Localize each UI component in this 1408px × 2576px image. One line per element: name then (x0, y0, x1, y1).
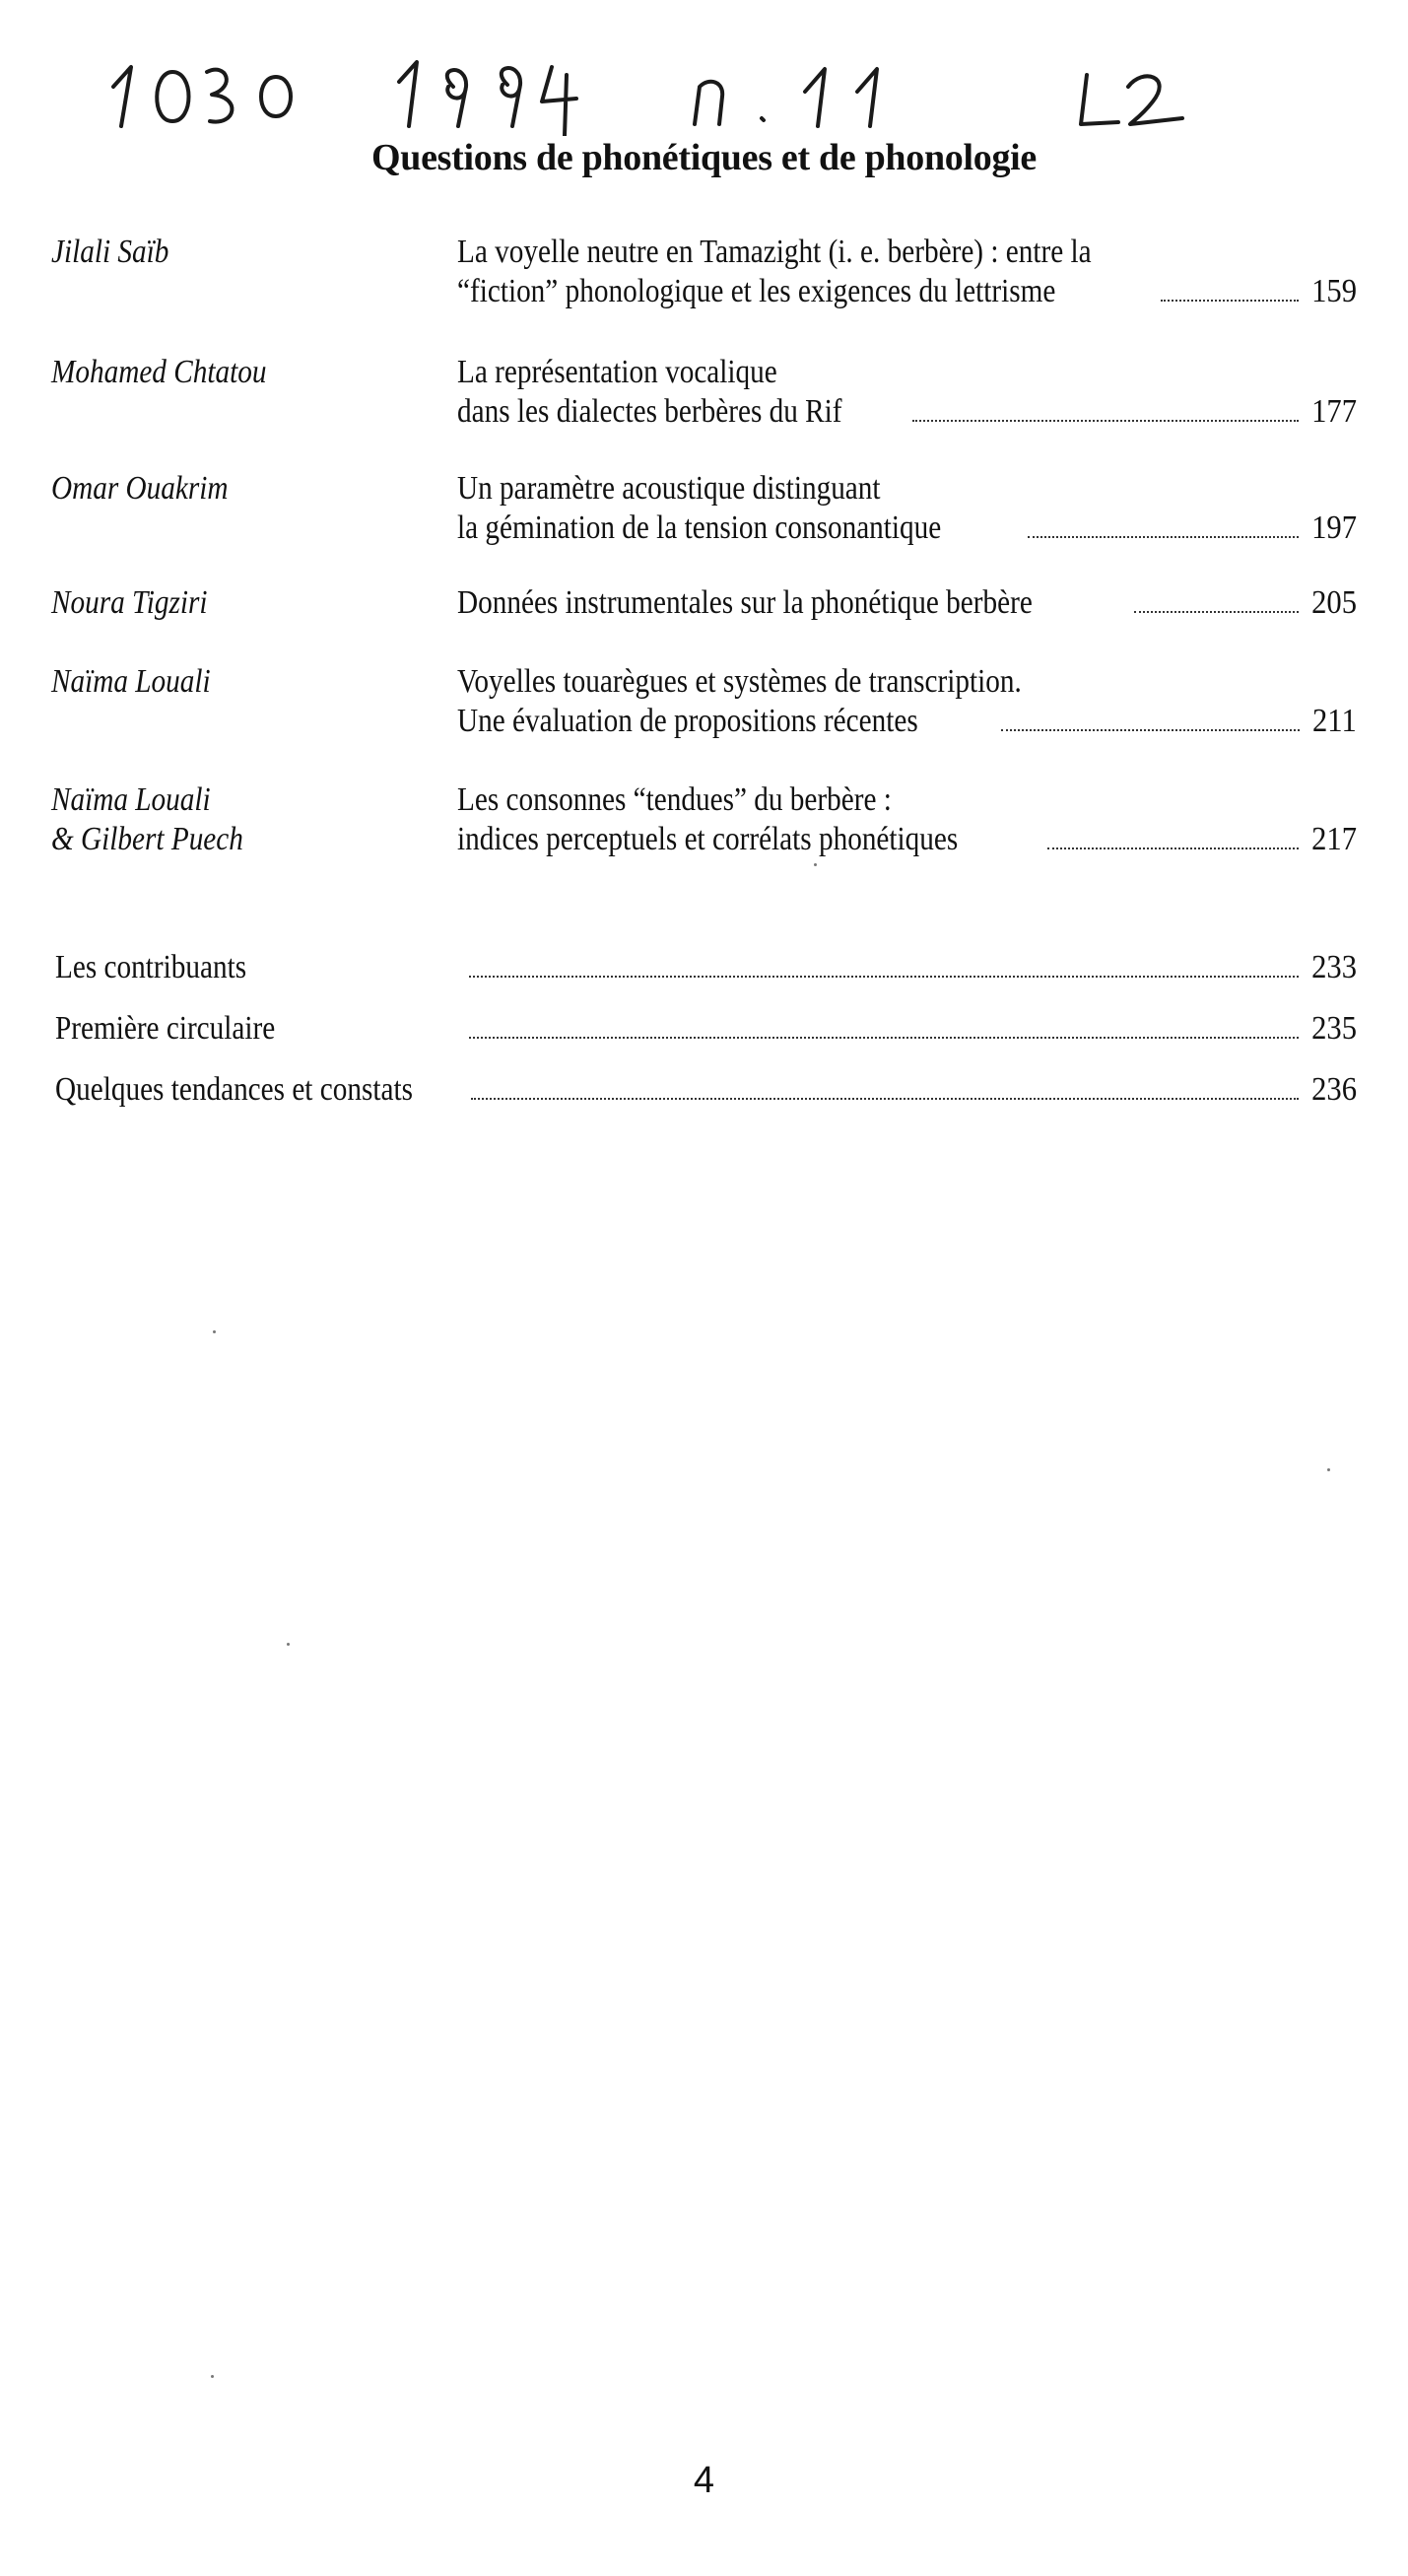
dot-leader (1028, 535, 1299, 538)
toc-entry (51, 583, 1357, 662)
author-name (51, 233, 390, 272)
table-of-contents (51, 233, 1357, 869)
author-line: Mohamed Chtatou (51, 354, 267, 390)
author-name (51, 583, 390, 623)
title-line: indices perceptuels et corrélats phonétiques (457, 821, 959, 857)
article-title (457, 662, 1357, 741)
title-line: “fiction” phonologique et les exigences du lettrisme (457, 273, 1056, 309)
misc-entry (55, 1070, 1357, 1131)
page-number-footer: 4 (693, 2460, 715, 2501)
author-name (51, 780, 390, 859)
article-title (457, 583, 1357, 623)
author-name (51, 662, 390, 702)
dot-leader (912, 419, 1299, 422)
toc-entry (51, 469, 1357, 583)
title-line: Une évaluation de propositions récentes (457, 703, 918, 739)
toc-entry (51, 353, 1357, 469)
author-line: Noura Tigziri (51, 584, 208, 621)
page-number: 159 (1311, 273, 1357, 309)
dot-leader (469, 1036, 1299, 1039)
misc-label: Quelques tendances et constats (55, 1071, 413, 1108)
toc-entry (51, 780, 1357, 869)
page-number: 177 (1311, 393, 1357, 430)
article-title (457, 353, 1357, 432)
scan-speck (1327, 1468, 1330, 1471)
author-name (51, 469, 390, 508)
misc-entry (55, 1009, 1357, 1070)
author-line: & Gilbert Puech (51, 821, 243, 857)
page-number: 236 (1311, 1071, 1357, 1108)
article-title (457, 780, 1357, 859)
author-line: Naïma Louali (51, 781, 211, 818)
handwritten-catalog-note (103, 28, 1237, 136)
title-line: la gémination de la tension consonantique (457, 509, 942, 546)
scan-speck (814, 863, 817, 866)
title-line: Données instrumentales sur la phonétique berbère (457, 584, 1033, 621)
toc-entry (51, 233, 1357, 353)
title-line: dans les dialectes berbères du Rif (457, 393, 842, 430)
scan-speck (213, 1330, 216, 1333)
article-title (457, 233, 1357, 311)
misc-label: Première circulaire (55, 1010, 276, 1047)
title-line: Les consonnes “tendues” du berbère : (457, 781, 892, 818)
dot-leader (1161, 299, 1299, 302)
scan-speck (211, 2375, 214, 2378)
author-line: Jilali Saïb (51, 234, 169, 270)
page-number: 235 (1311, 1010, 1357, 1047)
page-number: 211 (1312, 703, 1357, 739)
toc-entry (51, 662, 1357, 780)
page-number: 197 (1311, 509, 1357, 546)
author-name (51, 353, 390, 392)
author-line: Naïma Louali (51, 663, 211, 700)
misc-label: Les contribuants (55, 949, 247, 985)
misc-entries (55, 948, 1357, 1131)
scan-speck (287, 1643, 290, 1646)
article-title (457, 469, 1357, 548)
dot-leader (471, 1097, 1299, 1100)
dot-leader (1047, 847, 1299, 849)
dot-leader (1134, 610, 1299, 613)
page-number: 217 (1311, 821, 1357, 857)
title-line: Voyelles touarègues et systèmes de transcription. (457, 663, 1022, 700)
dot-leader (469, 975, 1299, 978)
page-number: 205 (1311, 584, 1357, 621)
title-line: La représentation vocalique (457, 354, 777, 390)
misc-entry (55, 948, 1357, 1009)
section-title: Questions de phonétiques et de phonologie (371, 137, 1037, 178)
title-line: Un paramètre acoustique distinguant (457, 470, 881, 507)
page-number: 233 (1311, 949, 1357, 985)
title-line: La voyelle neutre en Tamazight (i. e. berbère) : entre la (457, 234, 1092, 270)
author-line: Omar Ouakrim (51, 470, 229, 507)
dot-leader (1001, 728, 1300, 731)
